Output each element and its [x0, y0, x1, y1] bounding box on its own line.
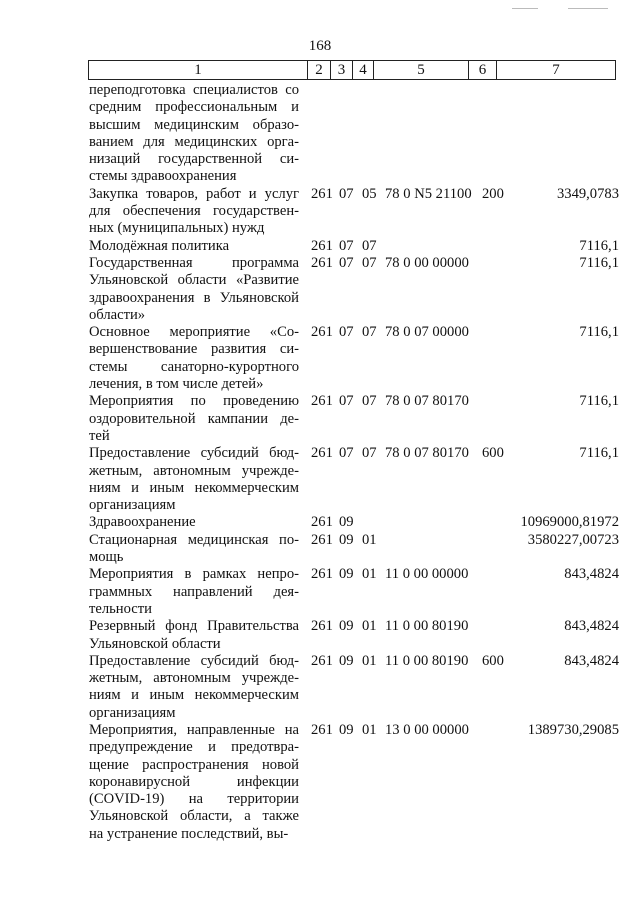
section-code: 07 — [339, 324, 354, 341]
row-description — [89, 82, 299, 186]
target-article-code: 78 0 00 00000 — [385, 254, 469, 271]
description-line: Мероприятия в рамках непро- — [89, 566, 299, 583]
description-line: средним профессиональным и — [89, 99, 299, 116]
description-line: Молодёжная политика — [89, 237, 230, 254]
subsection-code: 07 — [362, 324, 377, 341]
header-col-4: 4 — [353, 61, 374, 79]
scan-mark — [568, 8, 608, 9]
row-description — [89, 238, 299, 255]
subsection-code: 01 — [362, 531, 377, 548]
section-code: 07 — [339, 445, 354, 462]
row-description — [89, 514, 299, 531]
description-line: Резервный фонд Правительства — [89, 618, 299, 635]
section-code: 07 — [339, 237, 354, 254]
table-row — [89, 532, 619, 567]
table-body — [89, 82, 619, 843]
target-article-code: 78 0 07 80170 — [385, 393, 469, 410]
description-line: переподготовка специалистов со — [89, 82, 299, 98]
description-line: Ульяновской области, а также — [89, 808, 299, 825]
row-amount: 843,4824 — [564, 652, 619, 669]
row-amount: 1389730,29085 — [527, 721, 619, 738]
table-row — [89, 618, 619, 653]
row-amount: 7116,1 — [579, 445, 619, 462]
row-amount: 3349,0783 — [556, 185, 619, 202]
ministry-code: 261 — [311, 531, 333, 548]
subsection-code: 07 — [362, 254, 377, 271]
section-code: 09 — [339, 652, 354, 669]
description-line: стемы санаторно-курортного — [89, 358, 299, 375]
description-line: для обеспечения государствен- — [89, 203, 299, 220]
section-code: 09 — [339, 721, 354, 738]
description-line: на устранение последствий, вы- — [89, 825, 289, 842]
description-line: лечения, в том числе детей» — [89, 376, 264, 393]
subsection-code: 07 — [362, 393, 377, 410]
expense-type-code: 600 — [482, 445, 504, 462]
ministry-code: 261 — [311, 254, 333, 271]
description-line: высшим медицинским образо- — [89, 116, 299, 133]
description-line: организациям — [89, 704, 176, 721]
scan-mark — [512, 8, 538, 9]
description-line: ниям и иным некоммерческим — [89, 687, 299, 704]
description-line: тельности — [89, 600, 152, 617]
table-row — [89, 514, 619, 531]
row-amount: 7116,1 — [579, 254, 619, 271]
ministry-code: 261 — [311, 393, 333, 410]
table-row — [89, 566, 619, 618]
header-col-3: 3 — [331, 61, 353, 79]
description-line: Мероприятия по проведению — [89, 393, 299, 410]
ministry-code: 261 — [311, 652, 333, 669]
target-article-code: 11 0 00 80190 — [385, 618, 469, 635]
description-line: Предоставление субсидий бюд- — [89, 445, 299, 462]
description-line: низаций государственной си- — [89, 151, 299, 168]
table-row — [89, 722, 619, 843]
description-line: оздоровительной кампании де- — [89, 410, 299, 427]
description-line: щение распространения новой — [89, 756, 299, 773]
page-number: 168 — [308, 38, 332, 54]
description-line: (COVID-19) на территории — [89, 791, 299, 808]
description-line: тей — [89, 427, 110, 444]
row-description — [89, 566, 299, 618]
table-row — [89, 82, 619, 186]
header-col-7: 7 — [552, 62, 560, 78]
subsection-code: 01 — [362, 652, 377, 669]
target-article-code: 78 0 07 00000 — [385, 324, 469, 341]
description-line: Мероприятия, направленные на — [89, 721, 299, 738]
row-description — [89, 255, 299, 324]
row-amount: 10969000,81972 — [520, 514, 619, 531]
ministry-code: 261 — [311, 566, 333, 583]
section-code: 09 — [339, 531, 354, 548]
description-line: граммных направлений дея- — [89, 583, 299, 600]
description-line: здравоохранения в Ульяновской — [89, 289, 299, 306]
row-amount: 7116,1 — [579, 237, 619, 254]
row-amount: 7116,1 — [579, 324, 619, 341]
description-line: вершенствование развития си- — [89, 341, 299, 358]
row-amount: 843,4824 — [564, 566, 619, 583]
row-description — [89, 324, 299, 393]
section-code: 09 — [339, 514, 354, 531]
row-amount: 843,4824 — [564, 618, 619, 635]
target-article-code: 13 0 00 00000 — [385, 721, 469, 738]
header-col-2: 2 — [308, 61, 331, 79]
subsection-code: 05 — [362, 185, 377, 202]
ministry-code: 261 — [311, 185, 333, 202]
target-article-code: 11 0 00 80190 — [385, 652, 469, 669]
table-row — [89, 238, 619, 255]
row-amount: 3580227,00723 — [527, 531, 619, 548]
expense-type-code: 200 — [482, 185, 504, 202]
row-description — [89, 532, 299, 567]
ministry-code: 261 — [311, 514, 333, 531]
subsection-code: 01 — [362, 721, 377, 738]
description-line: Здравоохранение — [89, 514, 196, 531]
row-amount: 7116,1 — [579, 393, 619, 410]
subsection-code: 01 — [362, 618, 377, 635]
table-row — [89, 653, 619, 722]
ministry-code: 261 — [311, 445, 333, 462]
row-description — [89, 445, 299, 514]
description-line: области» — [89, 306, 146, 323]
description-line: коронавирусной инфекции — [89, 773, 299, 790]
expense-type-code: 600 — [482, 652, 504, 669]
subsection-code: 01 — [362, 566, 377, 583]
table-header — [88, 60, 616, 80]
description-line: Закупка товаров, работ и услуг — [89, 185, 299, 202]
table-row — [89, 445, 619, 514]
table-row — [89, 186, 619, 238]
row-description — [89, 393, 299, 445]
description-line: ных (муниципальных) нужд — [89, 220, 265, 237]
ministry-code: 261 — [311, 618, 333, 635]
description-line: организациям — [89, 497, 176, 514]
description-line: Предоставление субсидий бюд- — [89, 652, 299, 669]
ministry-code: 261 — [311, 324, 333, 341]
description-line: Ульяновской области «Развитие — [89, 272, 299, 289]
description-line: Ульяновской области — [89, 635, 221, 652]
description-line: предупреждение и предотвра- — [89, 739, 299, 756]
description-line: стемы здравоохранения — [89, 168, 237, 185]
subsection-code: 07 — [362, 445, 377, 462]
row-description — [89, 722, 299, 843]
description-line: жетным, автономным учрежде- — [89, 462, 299, 479]
ministry-code: 261 — [311, 237, 333, 254]
section-code: 09 — [339, 618, 354, 635]
section-code: 07 — [339, 393, 354, 410]
target-article-code: 11 0 00 00000 — [385, 566, 469, 583]
subsection-code: 07 — [362, 237, 377, 254]
ministry-code: 261 — [311, 721, 333, 738]
description-line: Основное мероприятие «Со- — [89, 324, 299, 341]
header-col-6: 6 — [469, 61, 497, 79]
description-line: Государственная программа — [89, 254, 299, 271]
header-col-5: 5 — [374, 61, 469, 79]
target-article-code: 78 0 07 80170 — [385, 445, 469, 462]
section-code: 07 — [339, 185, 354, 202]
description-line: жетным, автономным учрежде- — [89, 670, 299, 687]
table-row — [89, 324, 619, 393]
row-description — [89, 186, 299, 238]
table-row — [89, 393, 619, 445]
description-line: мощь — [89, 549, 124, 566]
row-description — [89, 653, 299, 722]
header-col-1: 1 — [89, 61, 308, 79]
section-code: 09 — [339, 566, 354, 583]
description-line: ниям и иным некоммерческим — [89, 479, 299, 496]
table-row — [89, 255, 619, 324]
target-article-code: 78 0 N5 21100 — [385, 185, 472, 202]
description-line: ванием для медицинских орга- — [89, 133, 299, 150]
description-line: Стационарная медицинская по- — [89, 531, 299, 548]
section-code: 07 — [339, 254, 354, 271]
row-description — [89, 618, 299, 653]
